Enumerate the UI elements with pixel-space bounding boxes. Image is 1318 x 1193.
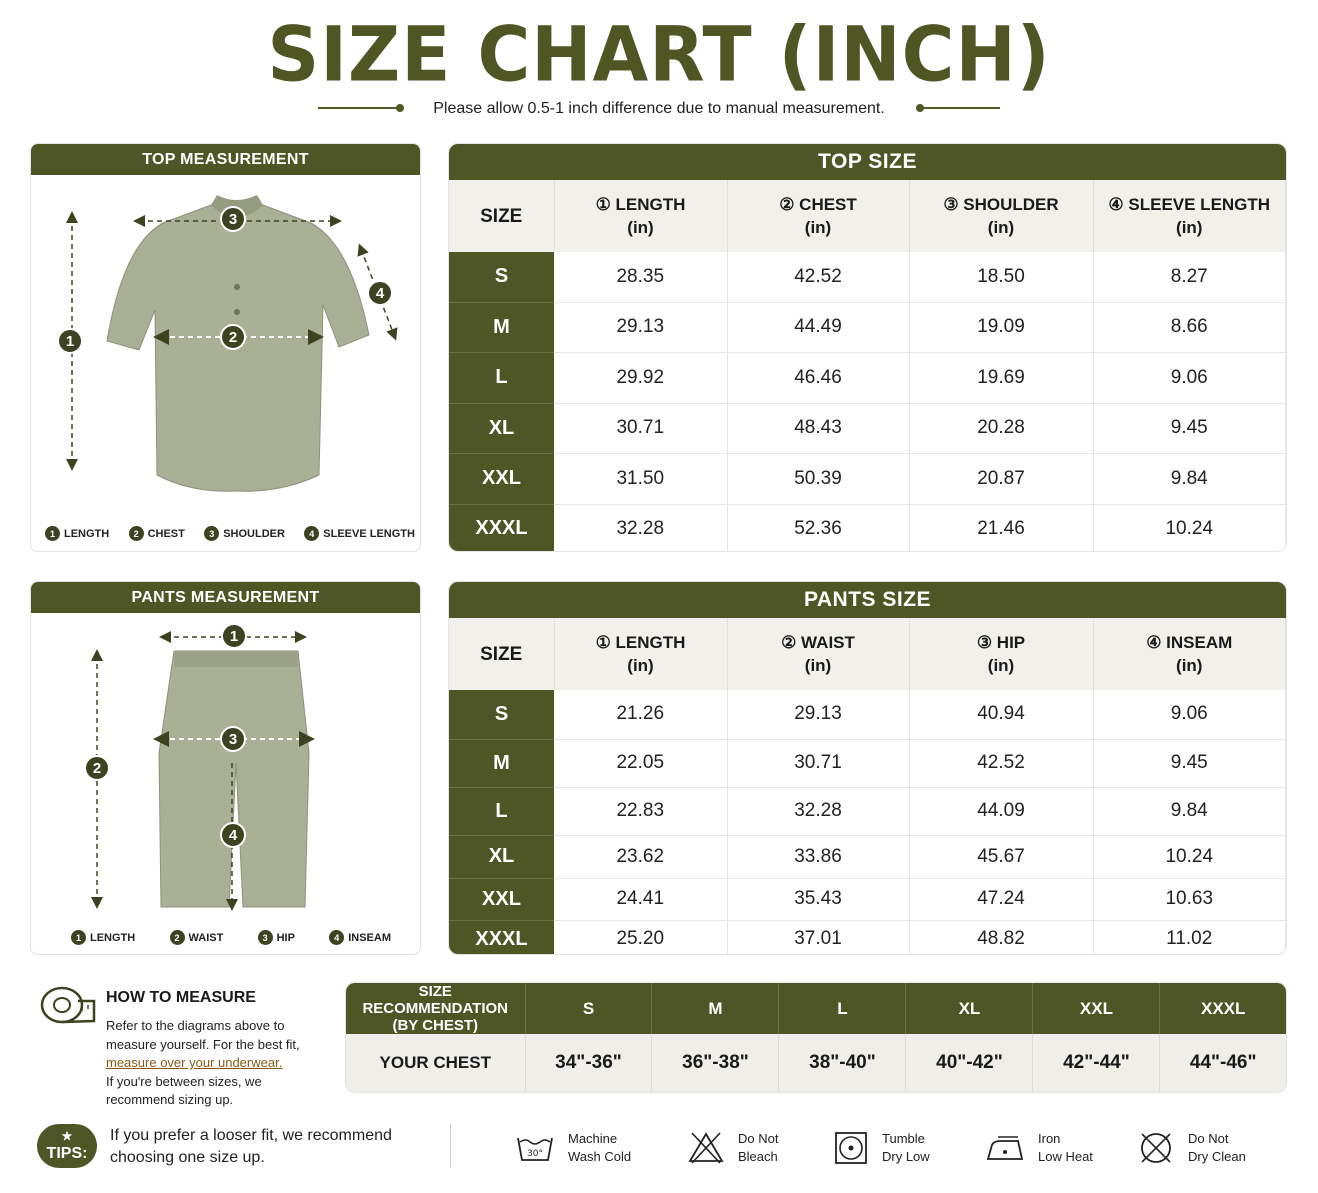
- pants-measurement-panel: [30, 581, 421, 955]
- value-cell: 9.06: [1093, 352, 1286, 403]
- table-row: [449, 920, 1286, 955]
- col-header: [554, 618, 727, 690]
- value-cell: 32.28: [554, 504, 727, 552]
- value-cell: 22.83: [554, 787, 727, 835]
- value-cell: 42.52: [727, 252, 909, 302]
- value-cell: 22.05: [554, 739, 727, 787]
- legend-label: LENGTH: [90, 931, 136, 944]
- col-unit: (in): [627, 218, 654, 237]
- care-line1: Do Not: [1188, 1131, 1229, 1146]
- legend-item: [71, 930, 135, 945]
- value-cell: 21.46: [909, 504, 1093, 552]
- value-cell: 47.24: [909, 878, 1093, 920]
- tips-label: TIPS:: [46, 1145, 88, 1162]
- value-cell: 8.27: [1093, 252, 1286, 302]
- marker-2-chest: 2: [220, 324, 246, 350]
- value-cell: 23.62: [554, 835, 727, 878]
- measuring-tape-icon: [38, 985, 96, 1029]
- col-unit: (in): [804, 218, 832, 237]
- shirt-diagram: [31, 175, 421, 552]
- col-header: [909, 618, 1093, 690]
- tips-text: If you prefer a looser fit, we recommend choosing one size up.: [110, 1127, 392, 1166]
- value-cell: 9.45: [1093, 403, 1286, 453]
- size-cell: S: [449, 690, 554, 739]
- your-chest-label: YOUR CHEST: [346, 1034, 525, 1092]
- legend-label: CHEST: [147, 527, 185, 540]
- care-line1: Tumble: [882, 1131, 925, 1146]
- size-cell: L: [449, 787, 554, 835]
- care-item-bleach: [688, 1130, 778, 1166]
- table-row: [449, 835, 1286, 878]
- value-cell: 50.39: [727, 453, 909, 504]
- how-to-line1: Refer to the diagrams above to measure yourself. For the best fit,: [106, 1018, 300, 1052]
- size-cell: M: [449, 302, 554, 352]
- value-cell: 48.43: [727, 403, 909, 453]
- rec-size-xxl: XXL: [1033, 983, 1160, 1034]
- value-cell: 44.09: [909, 787, 1093, 835]
- value-cell: 52.36: [727, 504, 909, 552]
- page-title: SIZE CHART (INCH): [267, 9, 1051, 99]
- rec-size-s: S: [525, 983, 652, 1034]
- value-cell: 11.02: [1093, 920, 1286, 955]
- legend-number: 4: [329, 930, 344, 945]
- legend-label: LENGTH: [64, 527, 110, 540]
- marker-4-sleeve: 4: [367, 280, 393, 306]
- value-cell: 31.50: [554, 453, 727, 504]
- table-row: [449, 453, 1286, 504]
- care-line2: Dry Clean: [1188, 1149, 1246, 1164]
- top-size-header: TOP SIZE: [449, 144, 1286, 180]
- legend-number: 2: [170, 930, 185, 945]
- legend-item: [329, 930, 391, 945]
- value-cell: 9.84: [1093, 787, 1286, 835]
- tips-divider: [450, 1124, 451, 1168]
- col-name: ② CHEST: [779, 195, 857, 214]
- legend-label: INSEAM: [348, 931, 391, 944]
- value-cell: 8.66: [1093, 302, 1286, 352]
- legend-number: 4: [304, 526, 319, 541]
- col-header: [554, 180, 727, 252]
- pants-measurement-header: PANTS MEASUREMENT: [31, 582, 420, 613]
- do-not-dry-clean-icon: [1138, 1130, 1174, 1166]
- legend-number: 3: [258, 930, 273, 945]
- table-row: [449, 302, 1286, 352]
- care-line2: Bleach: [738, 1149, 778, 1164]
- table-header-row: [449, 180, 1286, 252]
- top-measurement-panel: [30, 143, 421, 552]
- value-cell: 29.92: [554, 352, 727, 403]
- how-to-measure-text: [106, 1017, 321, 1110]
- chest-range: 34"-36": [525, 1034, 652, 1092]
- value-cell: 29.13: [554, 302, 727, 352]
- legend-item: [258, 930, 295, 945]
- care-line1: Do Not: [738, 1131, 779, 1146]
- care-line2: Low Heat: [1038, 1149, 1093, 1164]
- value-cell: 48.82: [909, 920, 1093, 955]
- care-item-iron: [986, 1130, 1093, 1166]
- table-row: [449, 787, 1286, 835]
- divider-right: [920, 107, 1000, 109]
- legend-label: HIP: [276, 931, 295, 944]
- legend-item: [170, 930, 224, 945]
- col-header: [1093, 180, 1286, 252]
- value-cell: 29.13: [727, 690, 909, 739]
- legend-label: SLEEVE LENGTH: [323, 527, 415, 540]
- col-name: ④ INSEAM: [1146, 633, 1233, 652]
- legend-item: [129, 526, 185, 541]
- chest-range: 44"-46": [1160, 1034, 1286, 1092]
- tips-badge: [37, 1124, 97, 1168]
- value-cell: 35.43: [727, 878, 909, 920]
- chest-range: 40"-42": [906, 1034, 1033, 1092]
- col-unit: (in): [804, 656, 832, 675]
- col-unit: (in): [627, 656, 654, 675]
- pants-icon: [159, 651, 309, 907]
- page-subtitle: Please allow 0.5-1 inch difference due to manual measurement.: [433, 100, 885, 117]
- value-cell: 20.87: [909, 453, 1093, 504]
- top-size-table: [448, 143, 1287, 552]
- col-name: ② WAIST: [781, 633, 855, 652]
- size-cell: XXXL: [449, 920, 554, 955]
- care-line1: Machine: [568, 1131, 618, 1146]
- chest-range: 36"-38": [652, 1034, 779, 1092]
- value-cell: 24.41: [554, 878, 727, 920]
- value-cell: 19.69: [909, 352, 1093, 403]
- table-row: [449, 352, 1286, 403]
- value-cell: 10.24: [1093, 504, 1286, 552]
- value-cell: 9.06: [1093, 690, 1286, 739]
- value-cell: 45.67: [909, 835, 1093, 878]
- table-header-row: [449, 618, 1286, 690]
- underwear-link[interactable]: measure over your underwear.: [106, 1055, 283, 1070]
- size-cell: S: [449, 252, 554, 302]
- legend-item: [304, 526, 415, 541]
- legend-item: [45, 526, 109, 541]
- do-not-bleach-icon: [688, 1131, 724, 1165]
- table-row: [449, 878, 1286, 920]
- star-icon: ★: [61, 1129, 73, 1143]
- legend-number: 1: [71, 930, 86, 945]
- legend-number: 1: [45, 526, 60, 541]
- machine-wash-cold-icon: [516, 1132, 554, 1164]
- pants-size-header: PANTS SIZE: [449, 582, 1286, 618]
- pants-size-table: [448, 581, 1287, 955]
- size-cell: XL: [449, 403, 554, 453]
- how-to-measure-title: HOW TO MEASURE: [106, 989, 256, 1006]
- value-cell: 9.45: [1093, 739, 1286, 787]
- table-row: [449, 690, 1286, 739]
- rec-size-xxxl: XXXL: [1160, 983, 1286, 1034]
- col-name: ④ SLEEVE LENGTH: [1108, 195, 1271, 214]
- care-item-wash: [516, 1130, 631, 1166]
- col-header: [909, 180, 1093, 252]
- care-line2: Dry Low: [882, 1149, 930, 1164]
- legend-number: 2: [129, 526, 144, 541]
- rec-size-l: L: [779, 983, 906, 1034]
- size-recommendation-table: [345, 982, 1287, 1093]
- col-header: [727, 618, 909, 690]
- marker-2-waist: 2: [84, 755, 110, 781]
- value-cell: 19.09: [909, 302, 1093, 352]
- legend-label: WAIST: [188, 931, 224, 944]
- marker-1-length: 1: [221, 623, 247, 649]
- value-cell: 25.20: [554, 920, 727, 955]
- rec-header-row: [346, 983, 1286, 1034]
- table-row: [449, 739, 1286, 787]
- col-unit: (in): [987, 656, 1015, 675]
- size-cell: XL: [449, 835, 554, 878]
- size-cell: XXL: [449, 878, 554, 920]
- value-cell: 32.28: [727, 787, 909, 835]
- col-unit: (in): [987, 218, 1015, 237]
- size-col-header: SIZE: [449, 180, 554, 252]
- rec-chest-row: [346, 1034, 1286, 1092]
- col-header: [727, 180, 909, 252]
- value-cell: 21.26: [554, 690, 727, 739]
- col-name: ① LENGTH: [595, 195, 686, 214]
- value-cell: 28.35: [554, 252, 727, 302]
- rec-size-m: M: [652, 983, 779, 1034]
- iron-low-heat-icon: [986, 1133, 1024, 1163]
- legend-number: 3: [204, 526, 219, 541]
- top-measurement-header: TOP MEASUREMENT: [31, 144, 420, 175]
- size-col-header: SIZE: [449, 618, 554, 690]
- value-cell: 30.71: [727, 739, 909, 787]
- legend-item: [204, 526, 285, 541]
- col-unit: (in): [1176, 218, 1203, 237]
- rec-header-label: SIZE RECOMMENDATION (BY CHEST): [346, 983, 525, 1034]
- size-cell: M: [449, 739, 554, 787]
- value-cell: 9.84: [1093, 453, 1286, 504]
- legend-label: SHOULDER: [223, 527, 285, 540]
- pants-diagram: [31, 613, 421, 955]
- care-line1: Iron: [1038, 1131, 1061, 1146]
- size-cell: L: [449, 352, 554, 403]
- value-cell: 42.52: [909, 739, 1093, 787]
- size-cell: XXL: [449, 453, 554, 504]
- table-row: [449, 252, 1286, 302]
- table-row: [449, 403, 1286, 453]
- col-name: ③ HIP: [976, 633, 1026, 652]
- col-header: [1093, 618, 1286, 690]
- col-name: ① LENGTH: [595, 633, 686, 652]
- value-cell: 10.63: [1093, 878, 1286, 920]
- marker-4-inseam: 4: [220, 822, 246, 848]
- tumble-dry-low-icon: [834, 1131, 868, 1165]
- value-cell: 30.71: [554, 403, 727, 453]
- wash-temp: 30°: [527, 1149, 543, 1159]
- col-name: ③ SHOULDER: [943, 195, 1059, 214]
- col-unit: (in): [1176, 656, 1203, 675]
- top-legend: [45, 526, 415, 541]
- marker-3-shoulder: 3: [220, 206, 246, 232]
- rec-size-xl: XL: [906, 983, 1033, 1034]
- value-cell: 46.46: [727, 352, 909, 403]
- pants-legend: [71, 930, 391, 945]
- care-line2: Wash Cold: [568, 1149, 632, 1164]
- how-to-line2: If you're between sizes, we recommend sizing up.: [106, 1073, 262, 1107]
- chest-range: 38"-40": [779, 1034, 906, 1092]
- chest-range: 42"-44": [1033, 1034, 1160, 1092]
- marker-1-length: 1: [57, 328, 83, 354]
- table-row: [449, 504, 1286, 552]
- value-cell: 20.28: [909, 403, 1093, 453]
- size-cell: XXXL: [449, 504, 554, 552]
- care-item-dryclean: [1138, 1130, 1246, 1166]
- care-item-tumble: [834, 1130, 930, 1166]
- value-cell: 44.49: [727, 302, 909, 352]
- value-cell: 40.94: [909, 690, 1093, 739]
- marker-3-hip: 3: [220, 726, 246, 752]
- value-cell: 18.50: [909, 252, 1093, 302]
- value-cell: 37.01: [727, 920, 909, 955]
- value-cell: 10.24: [1093, 835, 1286, 878]
- value-cell: 33.86: [727, 835, 909, 878]
